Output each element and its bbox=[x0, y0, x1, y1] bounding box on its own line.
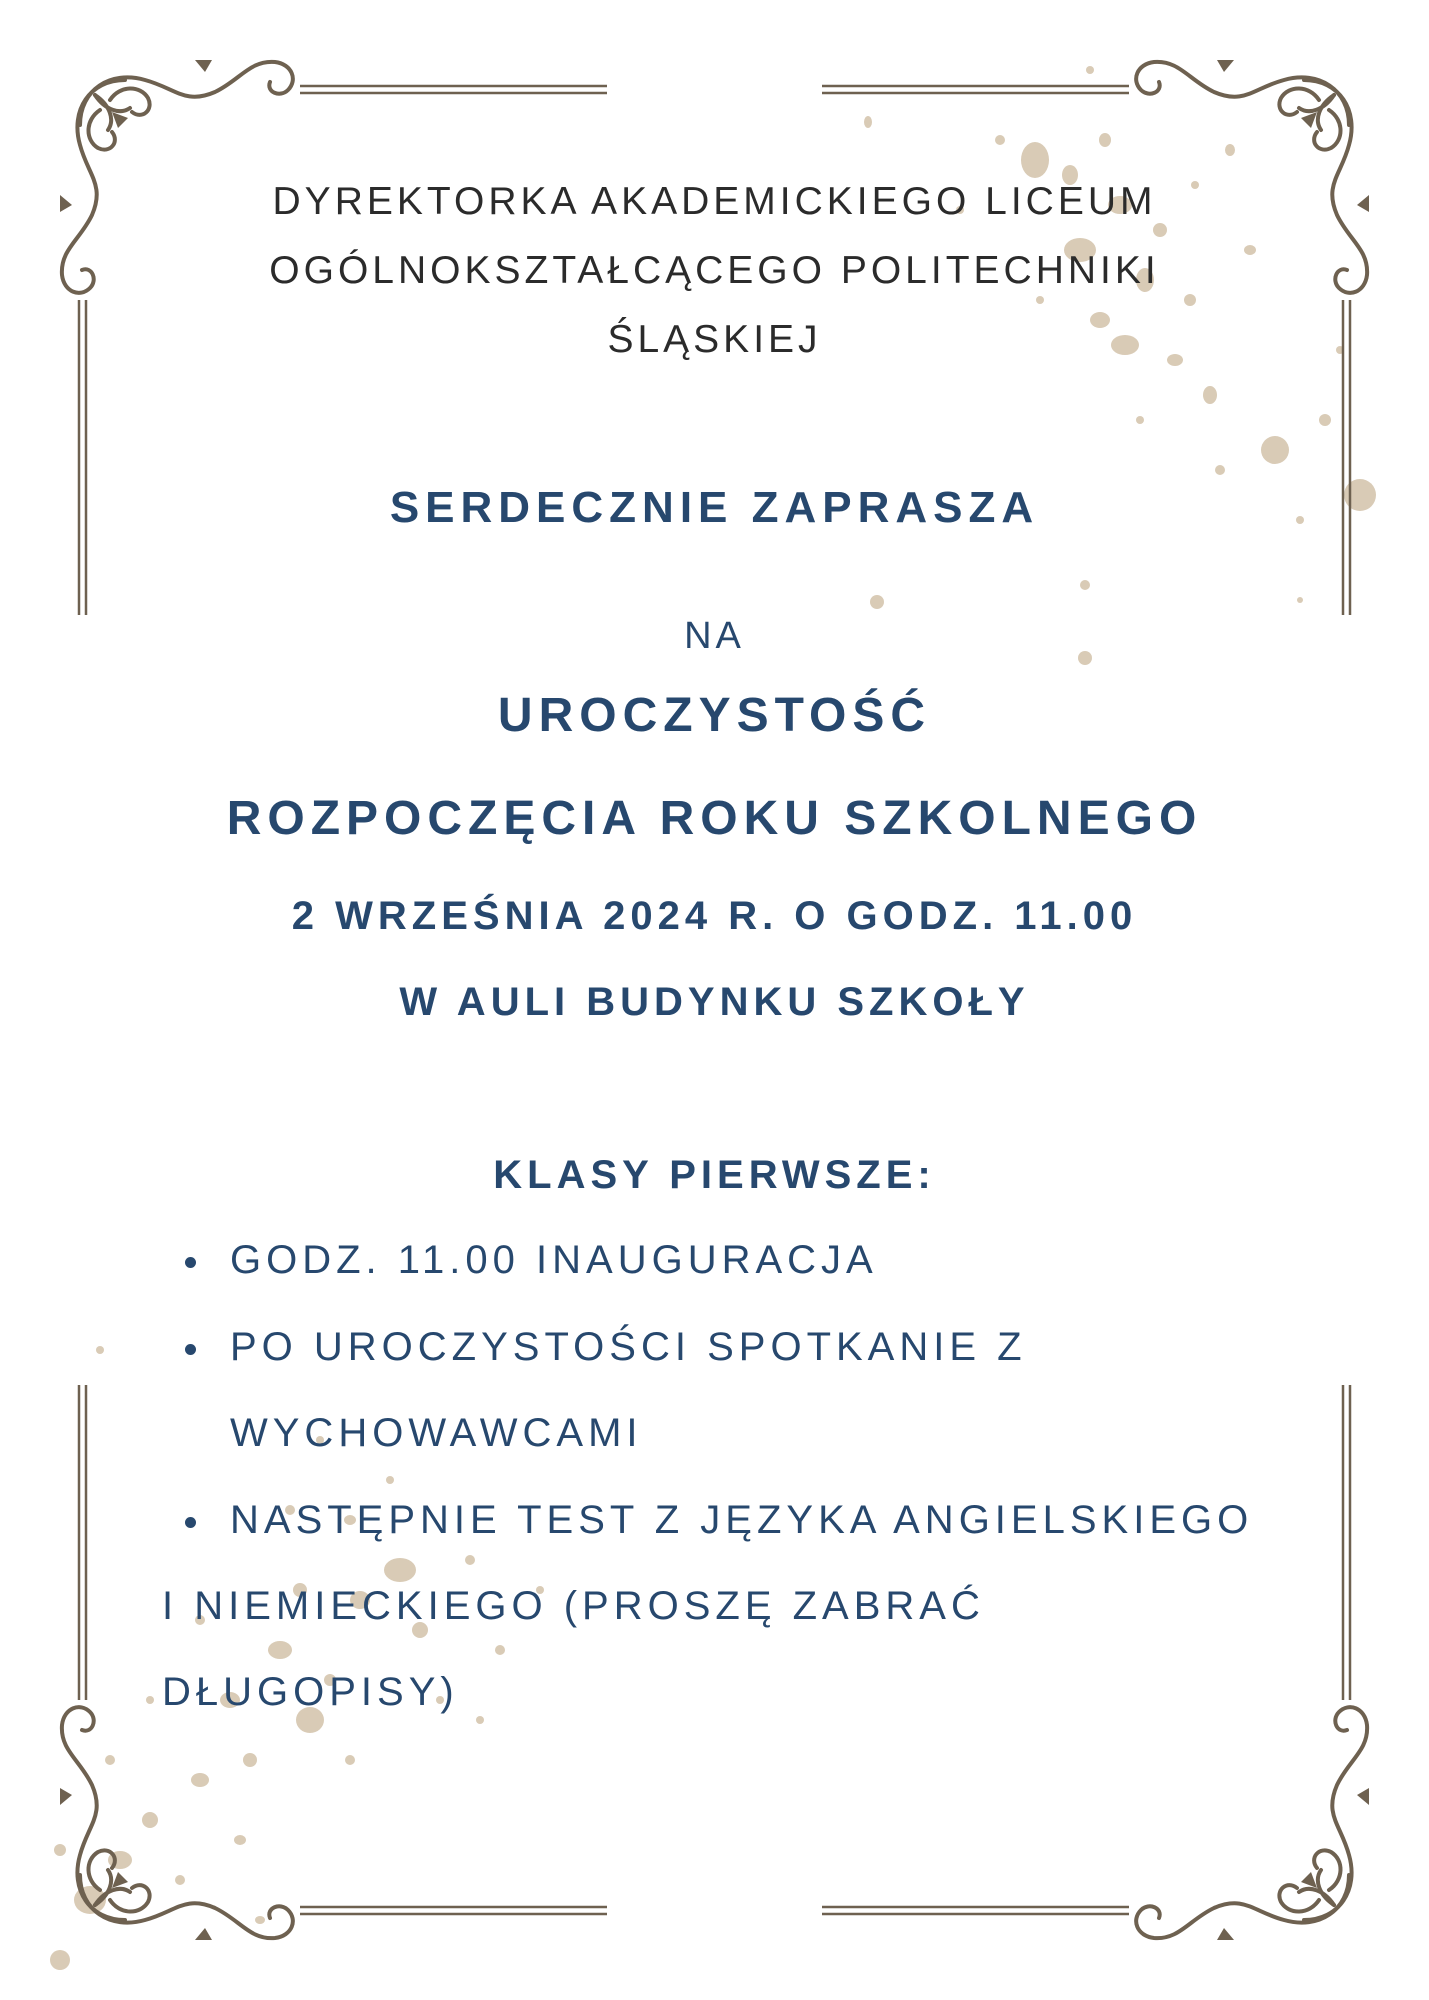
frame-corner-bottom-left bbox=[60, 1707, 293, 1940]
header-line-2: OGÓLNOKSZTAŁCĄCEGO POLITECHNIKI bbox=[269, 249, 1160, 292]
schedule-item-2-line-1: PO UROCZYSTOŚCI SPOTKANIE Z bbox=[230, 1325, 1027, 1369]
schedule-item-3-line-2: I NIEMIECKIEGO (PROSZĘ ZABRAĆ bbox=[162, 1584, 985, 1628]
bullet-2 bbox=[185, 1344, 196, 1355]
schedule-item-3-line-1: NASTĘPNIE TEST Z JĘZYKA ANGIELSKIEGO bbox=[230, 1498, 1254, 1542]
header-line-1: DYREKTORKA AKADEMICKIEGO LICEUM bbox=[272, 180, 1157, 223]
event-title-line-1: UROCZYSTOŚĆ bbox=[497, 689, 932, 742]
schedule-title: KLASY PIERWSZE: bbox=[493, 1153, 936, 1197]
frame-corner-bottom-right bbox=[1136, 1707, 1369, 1940]
event-place: W AULI BUDYNKU SZKOŁY bbox=[399, 980, 1030, 1024]
schedule-item-3-line-3: DŁUGOPISY) bbox=[162, 1670, 459, 1714]
header-line-3: ŚLĄSKIEJ bbox=[607, 318, 822, 361]
schedule-item-2-line-2: WYCHOWAWCAMI bbox=[230, 1411, 643, 1455]
invite-preposition: NA bbox=[684, 615, 745, 657]
event-title-line-2: ROZPOCZĘCIA ROKU SZKOLNEGO bbox=[226, 792, 1203, 845]
invite-heading: SERDECZNIE ZAPRASZA bbox=[389, 483, 1040, 532]
schedule-item-1: GODZ. 11.00 INAUGURACJA bbox=[230, 1238, 878, 1282]
bullet-1 bbox=[185, 1257, 196, 1268]
event-date-time: 2 WRZEŚNIA 2024 R. O GODZ. 11.00 bbox=[291, 894, 1138, 938]
bullet-3 bbox=[185, 1517, 196, 1528]
